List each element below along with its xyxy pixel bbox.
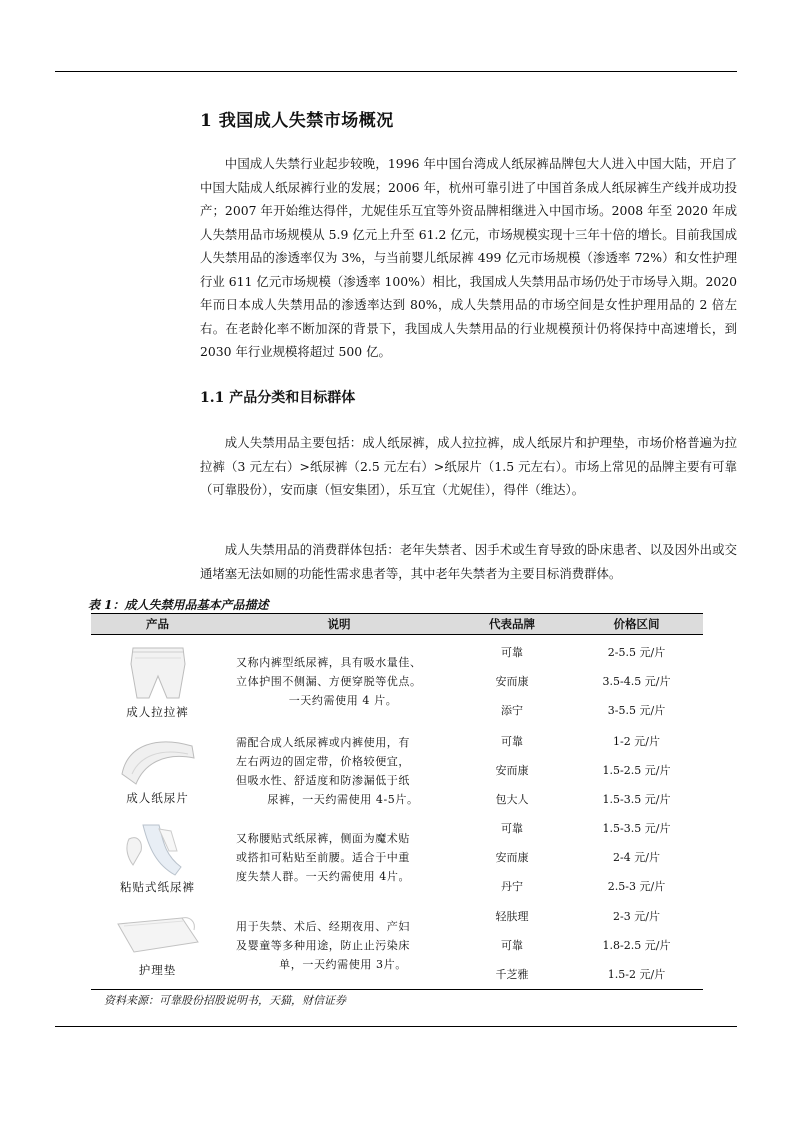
brand-cell	[454, 635, 570, 728]
brand-name: 包大人	[495, 793, 529, 806]
brand-name: 千芝雅	[495, 967, 529, 981]
table-row	[91, 901, 703, 990]
brand-name: 可靠	[501, 645, 523, 659]
price-cell	[570, 727, 703, 814]
table-header-row	[91, 614, 703, 635]
pull-up-pants-icon	[127, 642, 189, 702]
desc-line: 一天约需使用 4 片。	[288, 693, 398, 707]
table-row	[91, 635, 703, 728]
brand-cell	[454, 727, 570, 814]
products-paragraph: 成人失禁用品主要包括：成人纸尿裤，成人拉拉裤，成人纸尿片和护理垫，市场价格普遍为拉拉裤（3 元左右）>纸尿裤（2.5 元左右）>纸尿片（1.5 元左右）。市场上常见的品牌主要有可靠（可靠股份），安而康（恒安集团），乐互宜（尤妮佳），得伴（维达）。	[200, 435, 737, 497]
desc-line: 但吸水性、舒适度和防渗漏低于纸	[236, 773, 410, 787]
product-name: 护理垫	[138, 963, 177, 977]
desc-line: 立体护围不侧漏、方便穿脱等优点。	[236, 674, 422, 688]
tape-diaper-icon	[119, 821, 197, 877]
brand-name: 可靠	[501, 735, 523, 748]
brand-name: 可靠	[501, 822, 523, 835]
price-range: 1.5-2 元/片	[607, 967, 666, 981]
price-range: 1.5-2.5 元/片	[602, 764, 671, 777]
desc-line: 度失禁人群。一天约需使用 4片。	[236, 870, 411, 883]
brand-name: 安而康	[495, 764, 529, 777]
price-cell	[570, 901, 703, 990]
subsection-title: 1.1 产品分类和目标群体	[200, 390, 356, 406]
desc-line: 需配合成人纸尿裤或内裤使用，有	[236, 735, 410, 749]
header-price: 价格区间	[570, 614, 703, 635]
brand-cell	[454, 814, 570, 901]
desc-line: 用于失禁、术后、经期夜用、产妇	[236, 919, 410, 933]
section-title: 1 我国成人失禁市场概况	[200, 111, 394, 131]
product-cell	[91, 901, 224, 990]
price-cell	[570, 814, 703, 901]
header-rule	[55, 71, 737, 72]
price-range: 3-5.5 元/片	[607, 703, 666, 717]
desc-line: 又称内裤型纸尿裤，具有吸水量佳、	[236, 655, 422, 669]
price-range: 2-5.5 元/片	[607, 645, 666, 659]
description-cell	[224, 635, 454, 728]
brand-name: 安而康	[495, 851, 529, 864]
product-table	[91, 613, 703, 990]
brand-name: 丹宁	[501, 880, 523, 893]
price-range: 3.5-4.5 元/片	[602, 674, 671, 688]
table-source: 资料来源：可靠股份招股说明书，天猫，财信证券	[104, 994, 346, 1007]
brand-name: 安而康	[495, 674, 529, 688]
product-cell	[91, 635, 224, 728]
desc-line: 又称腰贴式纸尿裤，侧面为魔术贴	[236, 832, 410, 845]
brand-name: 轻肤理	[495, 909, 529, 923]
product-cell	[91, 814, 224, 901]
desc-line: 及婴童等多种用途，防止止污染床	[236, 938, 410, 952]
description-cell	[224, 814, 454, 901]
footer-rule	[55, 1026, 737, 1027]
table-row	[91, 727, 703, 814]
product-name: 成人纸尿片	[126, 790, 189, 805]
table-row	[91, 814, 703, 901]
price-cell	[570, 635, 703, 728]
desc-line: 左右两边的固定带，价格较便宜，	[236, 754, 410, 768]
desc-line: 尿裤，一天约需使用 4-5片。	[267, 792, 419, 806]
header-product: 产品	[91, 614, 224, 635]
table-caption: 表 1：成人失禁用品基本产品描述	[88, 598, 269, 612]
care-pad-icon	[112, 912, 204, 960]
brand-name: 添宁	[501, 703, 523, 717]
header-description: 说明	[224, 614, 454, 635]
price-range: 2.5-3 元/片	[607, 880, 666, 893]
intro-paragraph: 中国成人失禁行业起步较晚，1996 年中国台湾成人纸尿裤品牌包大人进入中国大陆，开启了中国大陆成人纸尿裤行业的发展；2006 年，杭州可靠引进了中国首条成人纸尿裤生产线并成功投产；2007 年开始维达得伴，尤妮佳乐互宜等外资品牌相继进入中国市场。2008 年至 2020 年成人失禁用品市场规模从 5.9 亿元上升至 61.2 亿元，市场规模实现十三年十倍的增长。目前我国成人失禁用品的渗透率仅为 3%，与当前婴儿纸尿裤 499 亿元市场规模（渗透率 72%）和女性护理行业 611 亿元市场规模（渗透率 100%）相比，我国成人失禁用品市场仍处于市场导入期。2020 年而日本成人失禁用品的渗透率达到 80%，成人失禁用品的市场空间是女性护理用品的 2 倍左右。在老龄化率不断加深的背景下，我国成人失禁用品的行业规模预计仍将保持中高速增长，到 2030 年行业规模将超过 500 亿。	[200, 156, 737, 359]
product-cell	[91, 727, 224, 814]
product-name: 粘贴式纸尿裤	[120, 879, 195, 894]
brand-name: 可靠	[501, 938, 523, 952]
price-range: 1-2 元/片	[613, 735, 660, 748]
price-range: 2-4 元/片	[613, 851, 660, 864]
price-range: 2-3 元/片	[613, 909, 660, 923]
description-cell	[224, 901, 454, 990]
header-brand: 代表品牌	[454, 614, 570, 635]
desc-line: 单，一天约需使用 3片。	[279, 957, 407, 971]
description-cell	[224, 727, 454, 814]
product-name: 成人拉拉裤	[126, 705, 189, 719]
price-range: 1.8-2.5 元/片	[602, 938, 671, 952]
desc-line: 或搭扣可粘贴至前腰。适合于中重	[236, 851, 410, 864]
brand-cell	[454, 901, 570, 990]
consumers-paragraph: 成人失禁用品的消费群体包括：老年失禁者、因手术或生育导致的卧床患者、以及因外出或交通堵塞无法如厕的功能性需求患者等，其中老年失禁者为主要目标消费群体。	[200, 542, 737, 581]
diaper-pad-icon	[118, 736, 198, 788]
price-range: 1.5-3.5 元/片	[602, 793, 671, 806]
price-range: 1.5-3.5 元/片	[602, 822, 671, 835]
